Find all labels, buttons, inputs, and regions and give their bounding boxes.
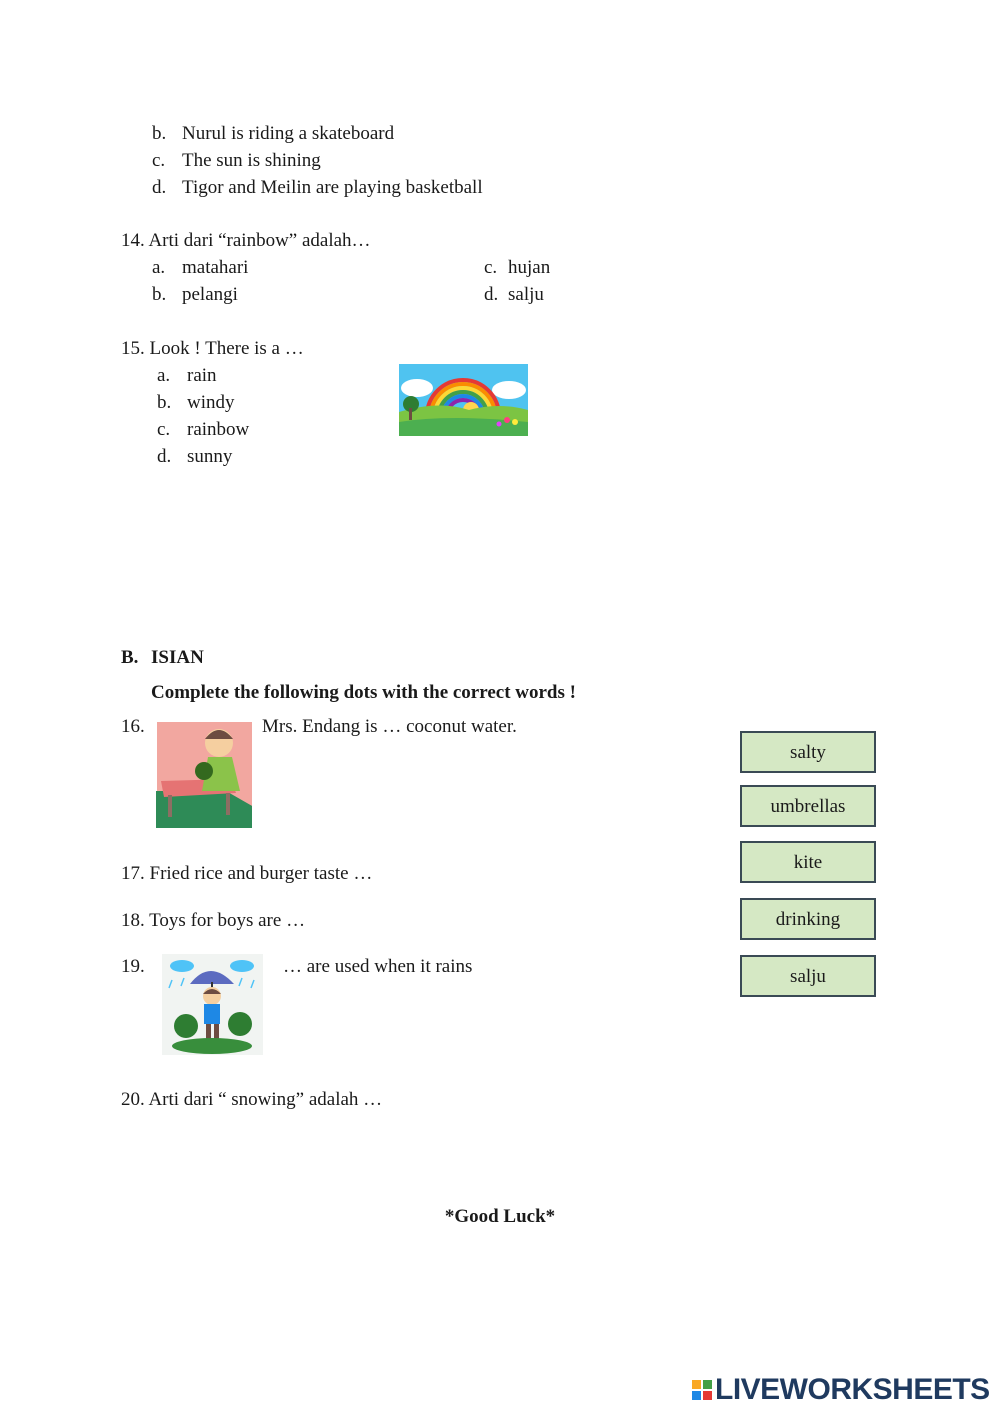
- liveworksheets-logo-text: LIVEWORKSHEETS: [715, 1373, 990, 1406]
- answer-box-umbrellas[interactable]: umbrellas: [740, 785, 876, 827]
- section-b-heading: B. ISIAN: [121, 647, 204, 668]
- q19-number: 19.: [121, 956, 145, 977]
- q16-number: 16.: [121, 716, 145, 737]
- q14-option-c: c. hujan: [484, 257, 551, 278]
- girl-drinking-coconut-picture: [156, 721, 261, 828]
- q13-option-b: b. Nurul is riding a skateboard: [152, 123, 395, 144]
- q15-option-d: d. sunny: [157, 446, 233, 467]
- section-b-instruction: Complete the following dots with the correct words !: [151, 682, 576, 703]
- q13-option-c: c. The sun is shining: [152, 150, 321, 171]
- q19-text: … are used when it rains: [283, 956, 473, 977]
- q18-question: 18. Toys for boys are …: [121, 910, 306, 931]
- q15-option-a: a. rain: [157, 365, 217, 386]
- liveworksheets-logo-icon: [692, 1380, 712, 1400]
- good-luck-footer: *Good Luck*: [444, 1206, 556, 1227]
- answer-box-salju[interactable]: salju: [740, 955, 876, 997]
- q14-option-a: a. matahari: [152, 257, 249, 278]
- rainbow-picture: [399, 364, 528, 436]
- answer-box-drinking[interactable]: drinking: [740, 898, 876, 940]
- q15-question: 15. Look ! There is a …: [121, 338, 304, 359]
- boy-with-umbrella-picture: [162, 954, 263, 1055]
- answer-box-kite[interactable]: kite: [740, 841, 876, 883]
- q16-text: Mrs. Endang is … coconut water.: [262, 716, 517, 737]
- q14-option-d: d. salju: [484, 284, 544, 305]
- q13-option-d: d. Tigor and Meilin are playing basketball: [152, 177, 483, 198]
- q15-option-b: b. windy: [157, 392, 235, 413]
- q20-question: 20. Arti dari “ snowing” adalah …: [121, 1089, 383, 1110]
- q14-option-b: b. pelangi: [152, 284, 238, 305]
- q15-option-c: c. rainbow: [157, 419, 250, 440]
- liveworksheets-logo: [692, 1374, 990, 1406]
- answer-box-salty[interactable]: salty: [740, 731, 876, 773]
- q14-question: 14. Arti dari “rainbow” adalah…: [121, 230, 371, 251]
- q17-question: 17. Fried rice and burger taste …: [121, 863, 373, 884]
